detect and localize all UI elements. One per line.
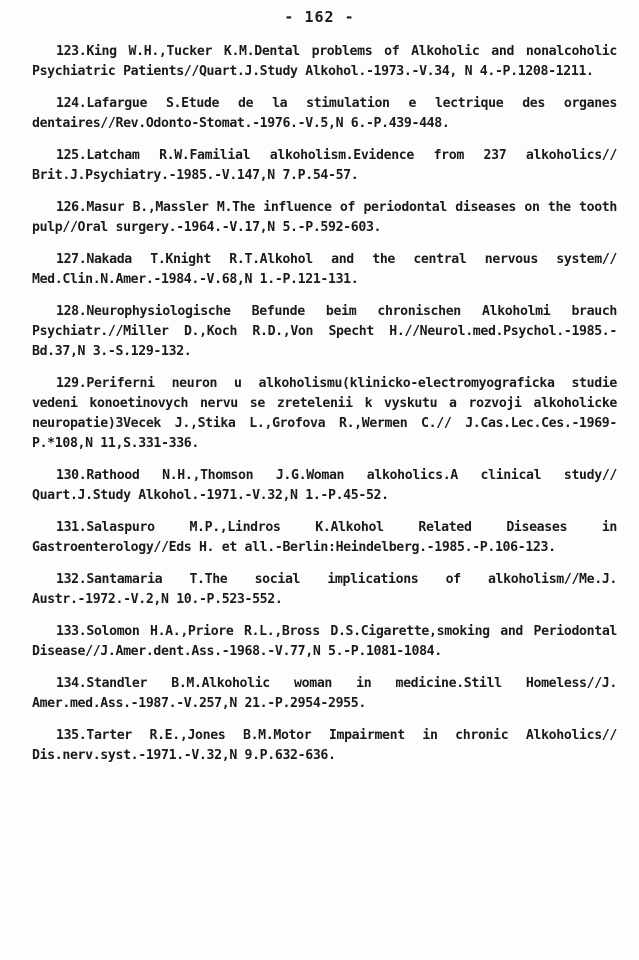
- reference-item: 125.Latcham R.W.Familial alkoholism.Evidence from 237 alkoholics// Brit.J.Psychiatry.-1985.-V.147,N 7.P.54-57.: [32, 148, 617, 183]
- page-number: - 162 -: [284, 8, 355, 26]
- reference-list: [0, 42, 639, 778]
- reference-item: 126.Masur B.,Massler M.The influence of periodontal diseases on the tooth pulp//Oral surgery.-1964.-V.17,N 5.-P.592-603.: [32, 200, 617, 235]
- reference-item: 127.Nakada T.Knight R.T.Alkohol and the central nervous system// Med.Clin.N.Amer.-1984.-V.68,N 1.-P.121-131.: [32, 252, 617, 287]
- reference-item: 133.Solomon H.A.,Priore R.L.,Bross D.S.Cigarette,smoking and Periodontal Disease//J.Amer.dent.Ass.-1968.-V.77,N 5.-P.1081-1084.: [32, 624, 617, 659]
- reference-item: 132.Santamaria T.The social implications of alkoholism//Me.J. Austr.-1972.-V.2,N 10.-P.523-552.: [32, 572, 617, 607]
- reference-item: 129.Periferni neuron u alkoholismu(klinicko-electromyograficka studie vedeni konoetinovych nervu se zretelenii k vyskutu a rozvoji alkoholicke neuropatie)3Vecek J.,Stika L.,Grofova R.,Wermen C.// J.Cas.Lec.Ces.-1969-P.*108,N 11,S.331-336.: [32, 376, 617, 451]
- reference-item: 128.Neurophysiologische Befunde beim chronischen Alkoholmi brauch Psychiatr.//Miller D.,Koch R.D.,Von Specht H.//Neurol.med.Psychol.-1985.-Bd.37,N 3.-S.129-132.: [32, 304, 617, 359]
- reference-item: 123.King W.H.,Tucker K.M.Dental problems of Alkoholic and nonalcoholic Psychiatric Patients//Quart.J.Study Alkohol.-1973.-V.34, N 4.-P.1208-1211.: [32, 44, 617, 79]
- reference-item: 134.Standler B.M.Alkoholic woman in medicine.Still Homeless//J. Amer.med.Ass.-1987.-V.257,N 21.-P.2954-2955.: [32, 676, 617, 711]
- reference-item: 131.Salaspuro M.P.,Lindros K.Alkohol Related Diseases in Gastroenterology//Eds H. et all.-Berlin:Heindelberg.-1985.-P.106-123.: [32, 520, 617, 555]
- reference-item: 135.Tarter R.E.,Jones B.M.Motor Impairment in chronic Alkoholics// Dis.nerv.syst.-1971.-V.32,N 9.P.632-636.: [32, 728, 617, 763]
- reference-item: 130.Rathood N.H.,Thomson J.G.Woman alkoholics.A clinical study// Quart.J.Study Alkohol.-1971.-V.32,N 1.-P.45-52.: [32, 468, 617, 503]
- reference-item: 124.Lafargue S.Etude de la stimulation e lectrique des organes dentaires//Rev.Odonto-Stomat.-1976.-V.5,N 6.-P.439-448.: [32, 96, 617, 131]
